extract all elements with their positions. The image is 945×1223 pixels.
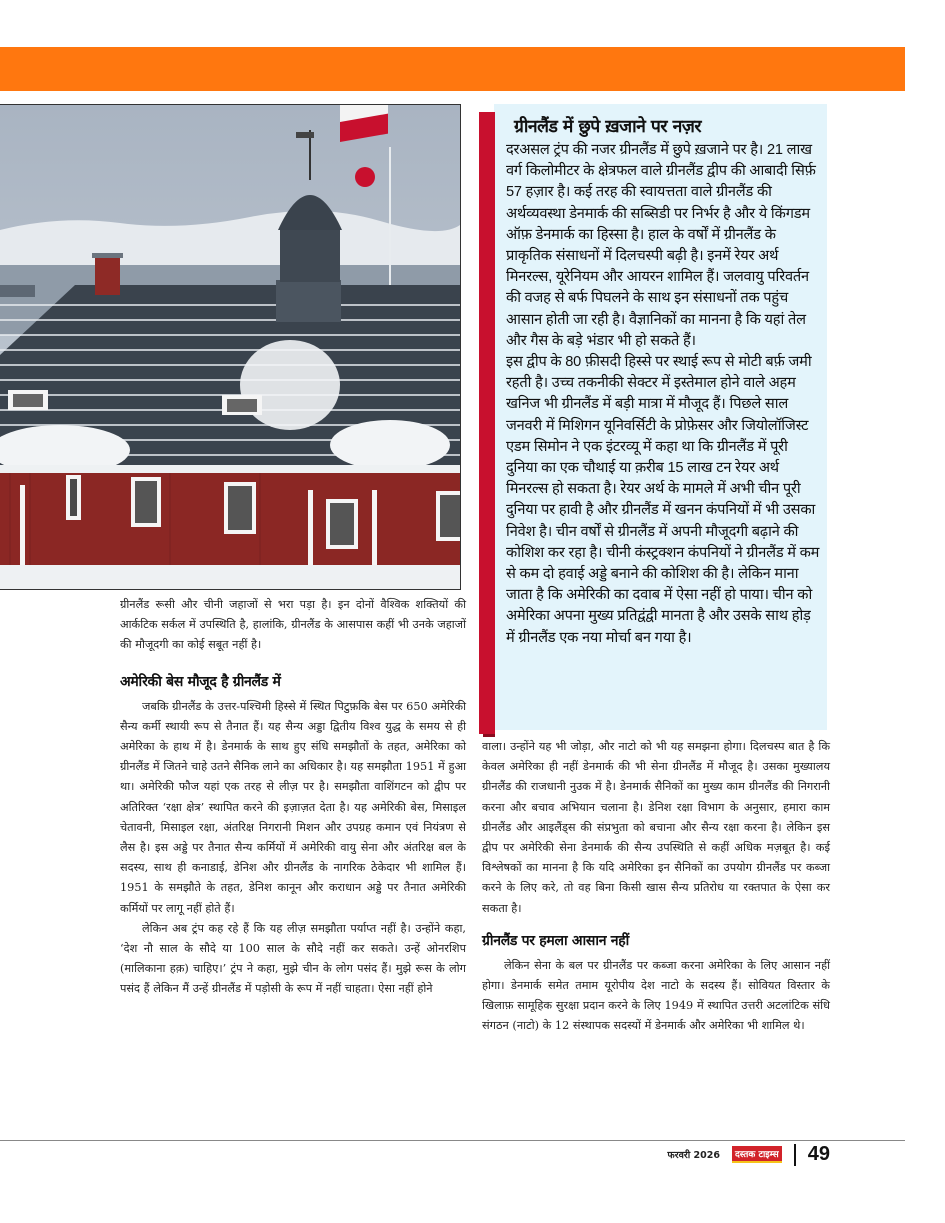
sidebar-title: ग्रीनलैंड में छुपे ख़जाने पर नज़र: [514, 117, 701, 137]
sidebar-paragraph: दरअसल ट्रंप की नजर ग्रीनलैंड में छुपे ख़जाने पर है। 21 लाख वर्ग किलोमीटर के क्षेत्रफल वाले ग्रीनलैंड द्वीप की आबादी सिर्फ़ 57 हज़ार है। कई तरह की स्वायत्तता वाले ग्रीनलैंड की अर्थव्यवस्था डेनमार्क की सब्सिडी पर निर्भर है और ये किंगडम ऑफ़ डेनमार्क का हिस्सा है। हाल के वर्षों में ग्रीनलैंड के प्राकृतिक संसाधनों में दिलचस्पी बढ़ी है। इनमें रेयर अर्थ मिनरल्स, यूरेनियम और आयरन शामिल हैं। जलवायु परिवर्तन की वजह से बर्फ पिघलने के साथ इन संसाधनों तक पहुंच आसान होती जा रही है। वैज्ञानिकों का मानना है कि यहां तेल और गैस के बड़े भंडार भी हो सकते हैं।: [506, 142, 816, 349]
page-footer: [667, 1143, 830, 1166]
body-paragraph: जबकि ग्रीनलैंड के उत्तर-पश्चिमी हिस्से में स्थित पिटुफ़कि बेस पर 650 अमेरिकी सैन्य कर्मी स्थायी रूप से तैनात हैं। यह सैन्य अड्डा द्वितीय विश्व युद्ध के समय से ही अमेरिका के हाथ में है। डेनमार्क के साथ हुए संधि समझौतों के तहत, अमेरिका को ग्रीनलैंड में जितने चाहे उतने सैनिक लाने का अधिकार है। यह समझौता 1951 में हुआ था। अमेरिकी फौज यहां एक तरह से लीज़ पर है। समझौता वाशिंगटन को द्वीप पर अतिरिक्त ‘रक्षा क्षेत्र’ स्थापित करने की इज़ाज़त देता है। यह अमेरिकी बेस, मिसाइल चेतावनी, मिसाइल रक्षा, अंतरिक्ष निगरानी मिशन और उपग्रह कमान एवं नियंत्रण से लैस है। इस अड्डे पर तैनात सैन्य कर्मियों में अमेरिकी वायु सेना और अंतरिक्ष बल के सदस्य, साथ ही कनाडाई, डेनिश और ग्रीनलैंड के नागरिक ठेकेदार भी शामिल हैं। 1951 के समझौते के तहत, डेनिश कानून और कराधान अड्डे पर तैनात अमेरिकी कर्मियों पर लागू नहीं होते हैं।: [120, 699, 466, 915]
greenland-building-with-flag-icon: [0, 105, 460, 589]
right-column: [482, 737, 830, 1037]
continuation-paragraph: वाला। उन्होंने यह भी जोड़ा, और नाटो को भी यह समझना होगा। दिलचस्प बात है कि केवल अमेरिका ही नहीं डेनमार्क की भी सेना ग्रीनलैंड में मौजूद है। उसका मुख्यालय ग्रीनलैंड की राजधानी नुउक में है। डेनमार्क सैनिकों का मुख्य काम ग्रीनलैंड की निगरानी करना और बचाव अभियान चलाना है। डेनिश रक्षा विभाग के अनुसार, हमारा काम ग्रीनलैंड और आइलैंड्स की संप्रभुता को बचाना और सैन्य रक्षा करना है। लेकिन इस द्वीप पर अमेरिकी सेना डेनमार्क की सैन्य उपस्थिति से कहीं अधिक मज़बूत है। कई विश्लेषकों का मानना है कि यदि अमेरिका इन सैनिकों का उपयोग ग्रीनलैंड पर कब्जा करने के लिए करे, तो वह बिना किसी खास सैन्य प्रतिरोध या रक्तपात के ऐसा कर सकता है।: [482, 740, 830, 915]
body-paragraph: लेकिन सेना के बल पर ग्रीनलैंड पर कब्जा करना अमेरिका के लिए आसान नहीं होगा। डेनमार्क समेत तमाम यूरोपीय देश नाटो के सदस्य हैं। सोवियत विस्तार के खिलाफ़ सामूहिक सुरक्षा प्रदान करने के लिए 1949 में स्थापित उत्तरी अटलांटिक संधि संगठन (नाटो) के 12 संस्थापक सदस्यों में डेनमार्क और अमेरिका भी शामिल थे।: [482, 958, 830, 1033]
publication-logo: दस्तक टाइम्स: [732, 1146, 782, 1163]
header-color-band: [0, 47, 905, 91]
issue-date: फरवरी 2026: [667, 1150, 720, 1161]
section-heading-american-base: अमेरिकी बेस मौजूद है ग्रीनलैंड में: [120, 673, 281, 690]
left-intro-paragraph: ग्रीनलैंड रूसी और चीनी जहाजों से भरा पड़ा है। इन दोनों वैश्विक शक्तियों की आर्कटिक सर्कल में उपस्थिति है, हालांकि, ग्रीनलैंड के आसपास कहीं भी उनके जहाजों की मौजूदगी का कोई सबूत नहीं है।: [120, 598, 466, 652]
sidebar-paragraph: इस द्वीप के 80 फ़ीसदी हिस्से पर स्थाई रूप से मोटी बर्फ़ जमी रहती है। उच्च तकनीकी सेक्टर में इस्तेमाल होने वाले अहम खनिज भी ग्रीनलैंड में बड़ी मात्रा में मौजूद हैं। पिछले साल जनवरी में मिशिगन यूनिवर्सिटी के प्रोफ़ेसर और जियोलॉजिस्ट एडम सिमोन ने एक इंटरव्यू में कहा था कि ग्रीनलैंड में पूरी दुनिया का एक चौथाई या क़रीब 15 लाख टन रेयर अर्थ मिनरल्स हो सकता है। रेयर अर्थ के मामले में अभी चीन पूरी दुनिया पर हावी है और ग्रीनलैंड में खनन कंपनियों में भी उसका निवेश है। चीन वर्षों से ग्रीनलैंड में अपनी मौजूदगी बढ़ाने की कोशिश कर रहा है। चीनी कंस्ट्रक्शन कंपनियों ने ग्रीनलैंड में कम से कम दो हवाई अड्डे बनाने की कोशिश की है। लेकिन माना जाता है कि अमेरिकी का दवाब में ऐसा नहीं हो पाया। चीन को अमेरिका अपना मुख्य प्रतिद्वंद्वी मानता है और उसके साथ होड़ में ग्रीनलैंड एक नया मोर्चा बन गया है।: [506, 354, 820, 646]
article-photo: [0, 104, 461, 590]
sidebar-content: [506, 114, 822, 649]
section-heading-attack-not-easy: ग्रीनलैंड पर हमला आसान नहीं: [482, 932, 629, 949]
page-number: 49: [807, 1143, 830, 1165]
footer-vertical-divider: [794, 1144, 796, 1166]
body-paragraph: लेकिन अब ट्रंप कह रहे हैं कि यह लीज़ समझौता पर्याप्त नहीं है। उन्होंने कहा, ‘देश नौ साल के सौदे या 100 साल के सौदे नहीं कर सकते। उन्हें ओनरशिप (मालिकाना हक़) चाहिए।’ ट्रंप ने कहा, मुझे चीन के लोग पसंद हैं। मुझे रूस के लोग पसंद हैं लेकिन मैं उन्हें ग्रीनलैंड में पड़ोसी के रूप में नहीं चाहता। ऐसा नहीं होने: [120, 921, 466, 996]
sidebar-accent-bar: [479, 112, 495, 734]
footer-divider-line: [0, 1140, 905, 1141]
left-column: [120, 595, 466, 1000]
